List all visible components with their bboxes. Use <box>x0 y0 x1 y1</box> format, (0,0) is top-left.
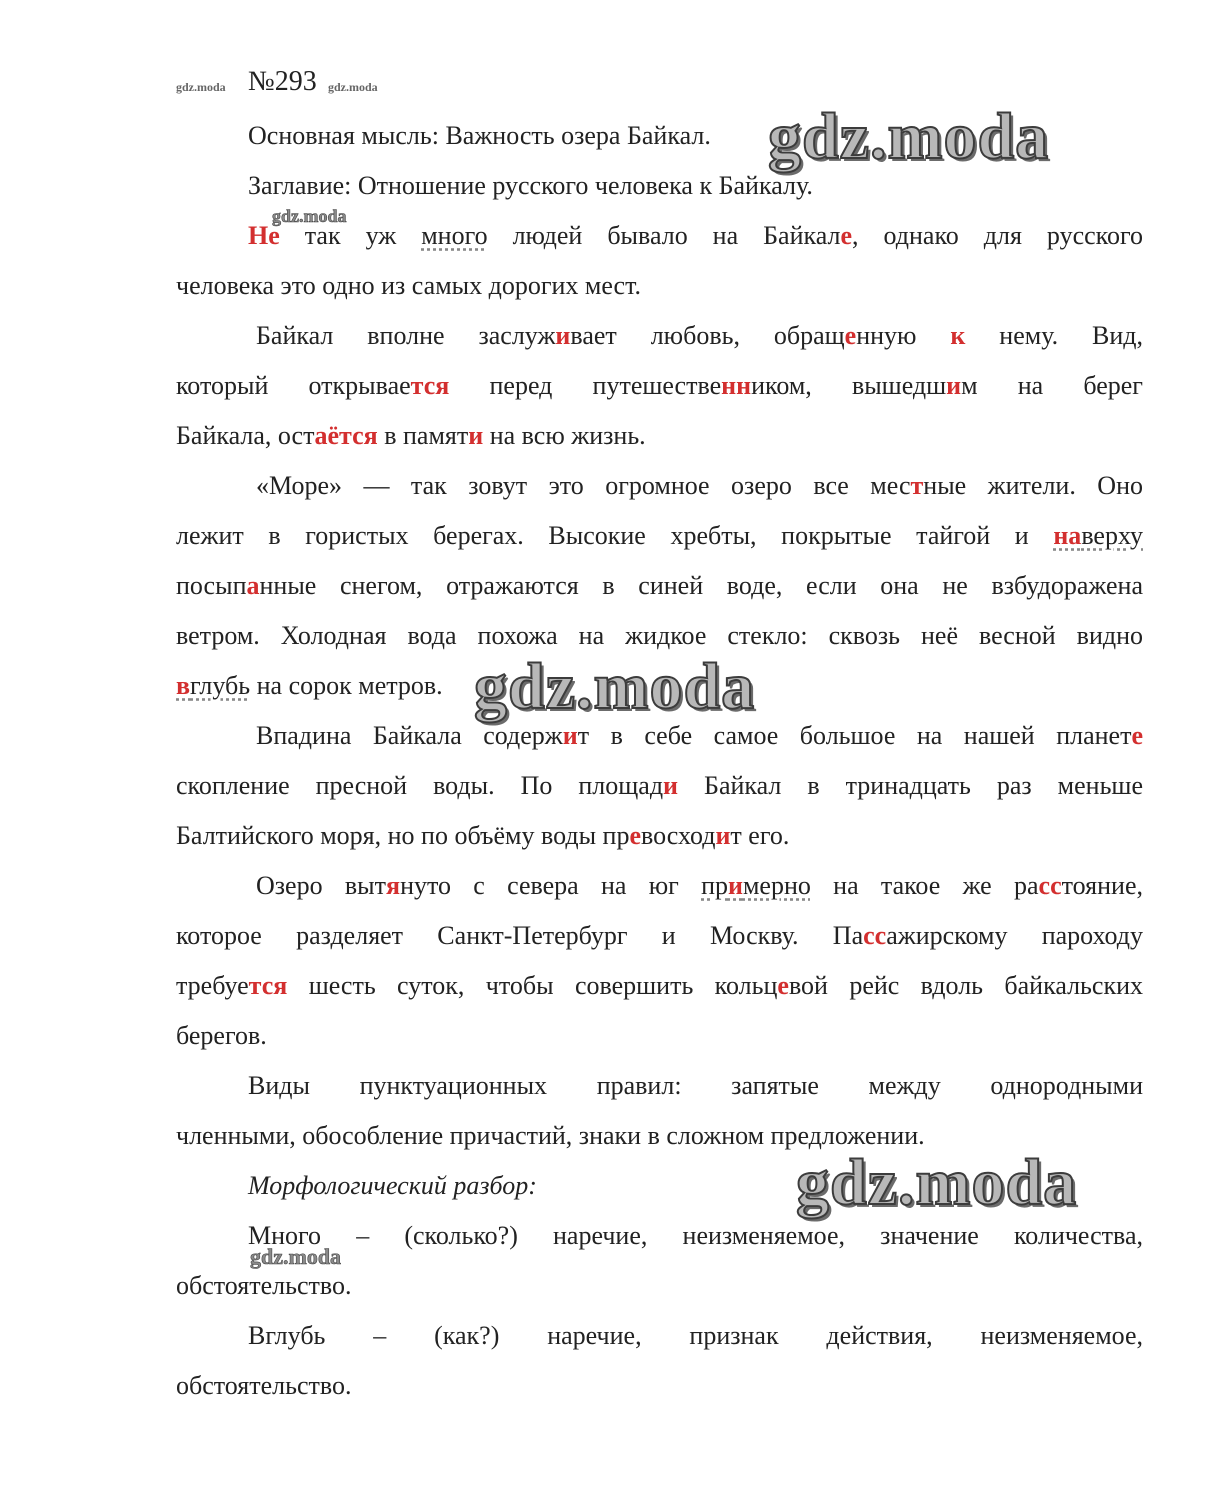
watermark-small: gdz.moda <box>176 80 226 94</box>
watermark-logo: gdz.moda <box>474 650 756 723</box>
text-line: ветром. Холодная вода похожа на жидкое стекло: сквозь неё весной видно <box>176 621 1143 650</box>
watermark-small: gdz.moda <box>272 206 347 226</box>
text-line: Впадина Байкала содержит в себе самое большое на нашей планете <box>256 721 1143 750</box>
text-line: Байкал вполне заслуживает любовь, обращенную к нему. Вид, <box>256 321 1143 350</box>
text-line: вглубь на сорок метров. <box>176 671 443 700</box>
text-line: лежит в гористых берегах. Высокие хребты, покрытые тайгой и наверху <box>176 521 1143 550</box>
watermark-logo: gdz.moda <box>768 100 1050 173</box>
text-line: требуется шесть суток, чтобы совершить кольцевой рейс вдоль байкальских <box>176 971 1143 1000</box>
main-idea-line: Основная мысль: Важность озера Байкал. <box>248 121 711 150</box>
text-line: Озеро вытянуто с севера на юг примерно на такое же расстояние, <box>256 871 1143 900</box>
text-line: Балтийского моря, но по объёму воды превосходит его. <box>176 821 790 850</box>
text-line: скопление пресной воды. По площади Байкал в тринадцать раз меньше <box>176 771 1143 800</box>
watermark-small: gdz.moda <box>328 80 378 94</box>
task-number: №293 <box>248 66 317 97</box>
watermark-logo: gdz.moda <box>796 1146 1078 1219</box>
text-line: «Море» — так зовут это огромное озеро все местные жители. Оно <box>256 471 1143 500</box>
watermark-small: gdz.moda <box>250 1244 342 1269</box>
text-line: обстоятельство. <box>176 1371 352 1400</box>
text-line: которое разделяет Санкт-Петербург и Москву. Пассажирскому пароходу <box>176 921 1143 950</box>
text-line: Байкала, остаётся в памяти на всю жизнь. <box>176 421 646 450</box>
text-line: обстоятельство. <box>176 1271 352 1300</box>
text-line: человека это одно из самых дорогих мест. <box>176 271 642 300</box>
text-line: Не так уж много людей бывало на Байкале, однако для русского <box>248 221 1143 250</box>
text-line: Вглубь – (как?) наречие, признак действия, неизменяемое, <box>248 1321 1143 1350</box>
text-line: Много – (сколько?) наречие, неизменяемое, значение количества, <box>248 1221 1143 1250</box>
morph-heading: Морфологический разбор: <box>248 1171 537 1200</box>
text-line: который открывается перед путешественником, вышедшим на берег <box>176 371 1143 400</box>
text-line: берегов. <box>176 1021 267 1050</box>
text-line: членными, обособление причастий, знаки в сложном предложении. <box>176 1121 925 1150</box>
title-line: Заглавие: Отношение русского человека к Байкалу. <box>248 171 813 200</box>
text-line: посыпанные снегом, отражаются в синей воде, если она не взбудоражена <box>176 571 1143 600</box>
text-line: Виды пунктуационных правил: запятые между однородными <box>248 1071 1143 1100</box>
